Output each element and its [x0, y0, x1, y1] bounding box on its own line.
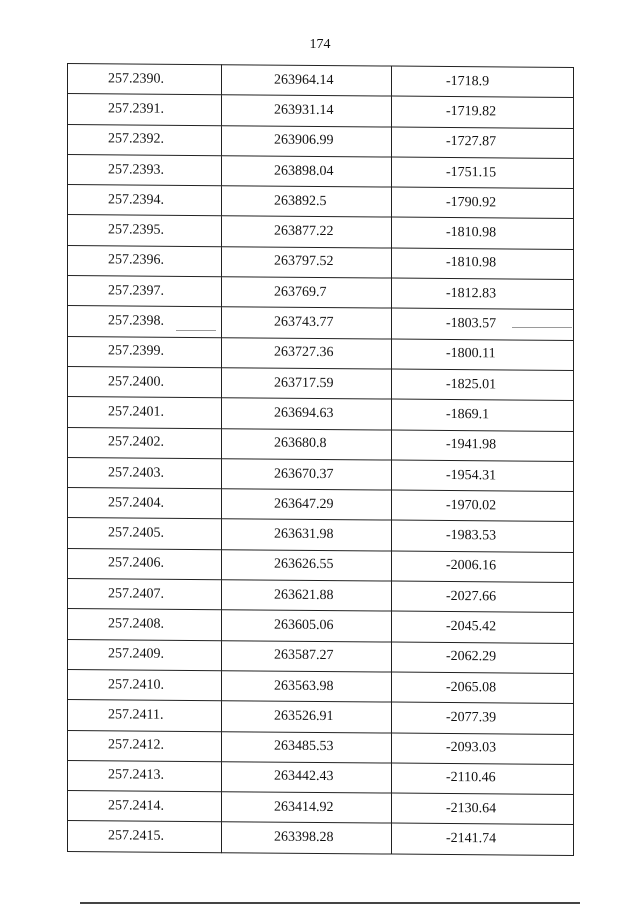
- y-coordinate-cell: -2093.03: [392, 733, 574, 765]
- x-coordinate-cell: 263906.99: [222, 125, 392, 157]
- point-id-cell: 257.2390.: [68, 64, 222, 96]
- y-coordinate-cell: -1954.31: [392, 460, 574, 492]
- point-id-cell: 257.2398.: [68, 306, 222, 338]
- table-row: [68, 518, 574, 552]
- table-row: [68, 457, 574, 491]
- x-coordinate-cell: 263877.22: [222, 216, 392, 248]
- table-row: [68, 700, 574, 734]
- x-coordinate-cell: 263563.98: [222, 671, 392, 703]
- point-id-cell: 257.2408.: [68, 609, 222, 641]
- table-row: [68, 366, 574, 400]
- table-row: [68, 154, 574, 188]
- page-number: 174: [309, 37, 331, 52]
- x-coordinate-cell: 263398.28: [222, 822, 392, 854]
- x-coordinate-cell: 263670.37: [222, 459, 392, 491]
- y-coordinate-cell: -2062.29: [392, 642, 574, 674]
- x-coordinate-cell: 263717.59: [222, 368, 392, 400]
- table-row: [68, 760, 574, 794]
- point-id-cell: 257.2399.: [68, 336, 222, 368]
- table-row: [68, 791, 574, 825]
- point-id-cell: 257.2407.: [68, 579, 222, 611]
- table-row: [68, 427, 574, 461]
- point-id-cell: 257.2415.: [68, 821, 222, 853]
- table-row: [68, 306, 574, 340]
- y-coordinate-cell: -2141.74: [392, 823, 574, 855]
- table-row: [68, 64, 574, 98]
- y-coordinate-cell: -1869.1: [392, 399, 574, 431]
- point-id-cell: 257.2394.: [68, 185, 222, 217]
- table-row: [68, 276, 574, 310]
- x-coordinate-cell: 263605.06: [222, 610, 392, 642]
- y-coordinate-cell: -2045.42: [392, 611, 574, 643]
- table-row: [68, 245, 574, 279]
- y-coordinate-cell: -1970.02: [392, 490, 574, 522]
- table-row: [68, 579, 574, 613]
- x-coordinate-cell: 263647.29: [222, 489, 392, 521]
- y-coordinate-cell: -2027.66: [392, 581, 574, 613]
- x-coordinate-cell: 263442.43: [222, 762, 392, 794]
- y-coordinate-cell: -1941.98: [392, 430, 574, 462]
- point-id-cell: 257.2413.: [68, 760, 222, 792]
- x-coordinate-cell: 263526.91: [222, 701, 392, 733]
- y-coordinate-cell: -2130.64: [392, 793, 574, 825]
- point-id-cell: 257.2409.: [68, 639, 222, 671]
- y-coordinate-cell: -1719.82: [392, 96, 574, 128]
- x-coordinate-cell: 263892.5: [222, 186, 392, 218]
- x-coordinate-cell: 263621.88: [222, 580, 392, 612]
- table-row: [68, 124, 574, 158]
- coordinates-table: [67, 63, 574, 856]
- point-id-cell: 257.2392.: [68, 124, 222, 156]
- x-coordinate-cell: 263797.52: [222, 246, 392, 278]
- table-row: [68, 548, 574, 582]
- point-id-cell: 257.2391.: [68, 94, 222, 126]
- y-coordinate-cell: -1810.98: [392, 248, 574, 280]
- x-coordinate-cell: 263964.14: [222, 65, 392, 97]
- x-coordinate-cell: 263680.8: [222, 428, 392, 460]
- table-row: [68, 609, 574, 643]
- point-id-cell: 257.2396.: [68, 245, 222, 277]
- point-id-cell: 257.2397.: [68, 276, 222, 308]
- y-coordinate-cell: -1812.83: [392, 278, 574, 310]
- x-coordinate-cell: 263626.55: [222, 549, 392, 581]
- y-coordinate-cell: -1983.53: [392, 521, 574, 553]
- x-coordinate-cell: 263727.36: [222, 337, 392, 369]
- y-coordinate-cell: -1810.98: [392, 218, 574, 250]
- point-id-cell: 257.2403.: [68, 457, 222, 489]
- point-id-cell: 257.2410.: [68, 669, 222, 701]
- y-coordinate-cell: -1800.11: [392, 339, 574, 371]
- y-coordinate-cell: -1790.92: [392, 187, 574, 219]
- x-coordinate-cell: 263414.92: [222, 792, 392, 824]
- point-id-cell: 257.2405.: [68, 518, 222, 550]
- x-coordinate-cell: 263898.04: [222, 156, 392, 188]
- table-row: [68, 730, 574, 764]
- x-coordinate-cell: 263485.53: [222, 731, 392, 763]
- table-row: [68, 397, 574, 431]
- table-row: [68, 185, 574, 219]
- x-coordinate-cell: 263769.7: [222, 277, 392, 309]
- y-coordinate-cell: -1825.01: [392, 369, 574, 401]
- table-row: [68, 669, 574, 703]
- bottom-scan-edge: [80, 902, 580, 904]
- table-row: [68, 215, 574, 249]
- y-coordinate-cell: -2077.39: [392, 702, 574, 734]
- x-coordinate-cell: 263587.27: [222, 640, 392, 672]
- coordinates-table-body: [68, 64, 574, 856]
- y-coordinate-cell: -1803.57: [392, 308, 574, 340]
- y-coordinate-cell: -1751.15: [392, 157, 574, 189]
- point-id-cell: 257.2411.: [68, 700, 222, 732]
- table-row: [68, 639, 574, 673]
- point-id-cell: 257.2404.: [68, 488, 222, 520]
- x-coordinate-cell: 263931.14: [222, 95, 392, 127]
- point-id-cell: 257.2412.: [68, 730, 222, 762]
- point-id-cell: 257.2406.: [68, 548, 222, 580]
- x-coordinate-cell: 263631.98: [222, 519, 392, 551]
- point-id-cell: 257.2402.: [68, 427, 222, 459]
- scan-speck: [176, 330, 216, 331]
- point-id-cell: 257.2401.: [68, 397, 222, 429]
- table-row: [68, 821, 574, 855]
- y-coordinate-cell: -2006.16: [392, 551, 574, 583]
- y-coordinate-cell: -1727.87: [392, 127, 574, 159]
- x-coordinate-cell: 263743.77: [222, 307, 392, 339]
- point-id-cell: 257.2414.: [68, 791, 222, 823]
- table-row: [68, 336, 574, 370]
- point-id-cell: 257.2395.: [68, 215, 222, 247]
- point-id-cell: 257.2400.: [68, 366, 222, 398]
- x-coordinate-cell: 263694.63: [222, 398, 392, 430]
- point-id-cell: 257.2393.: [68, 154, 222, 186]
- y-coordinate-cell: -2110.46: [392, 763, 574, 795]
- y-coordinate-cell: -1718.9: [392, 66, 574, 98]
- y-coordinate-cell: -2065.08: [392, 672, 574, 704]
- table-row: [68, 94, 574, 128]
- table-row: [68, 488, 574, 522]
- scan-speck: [512, 327, 572, 328]
